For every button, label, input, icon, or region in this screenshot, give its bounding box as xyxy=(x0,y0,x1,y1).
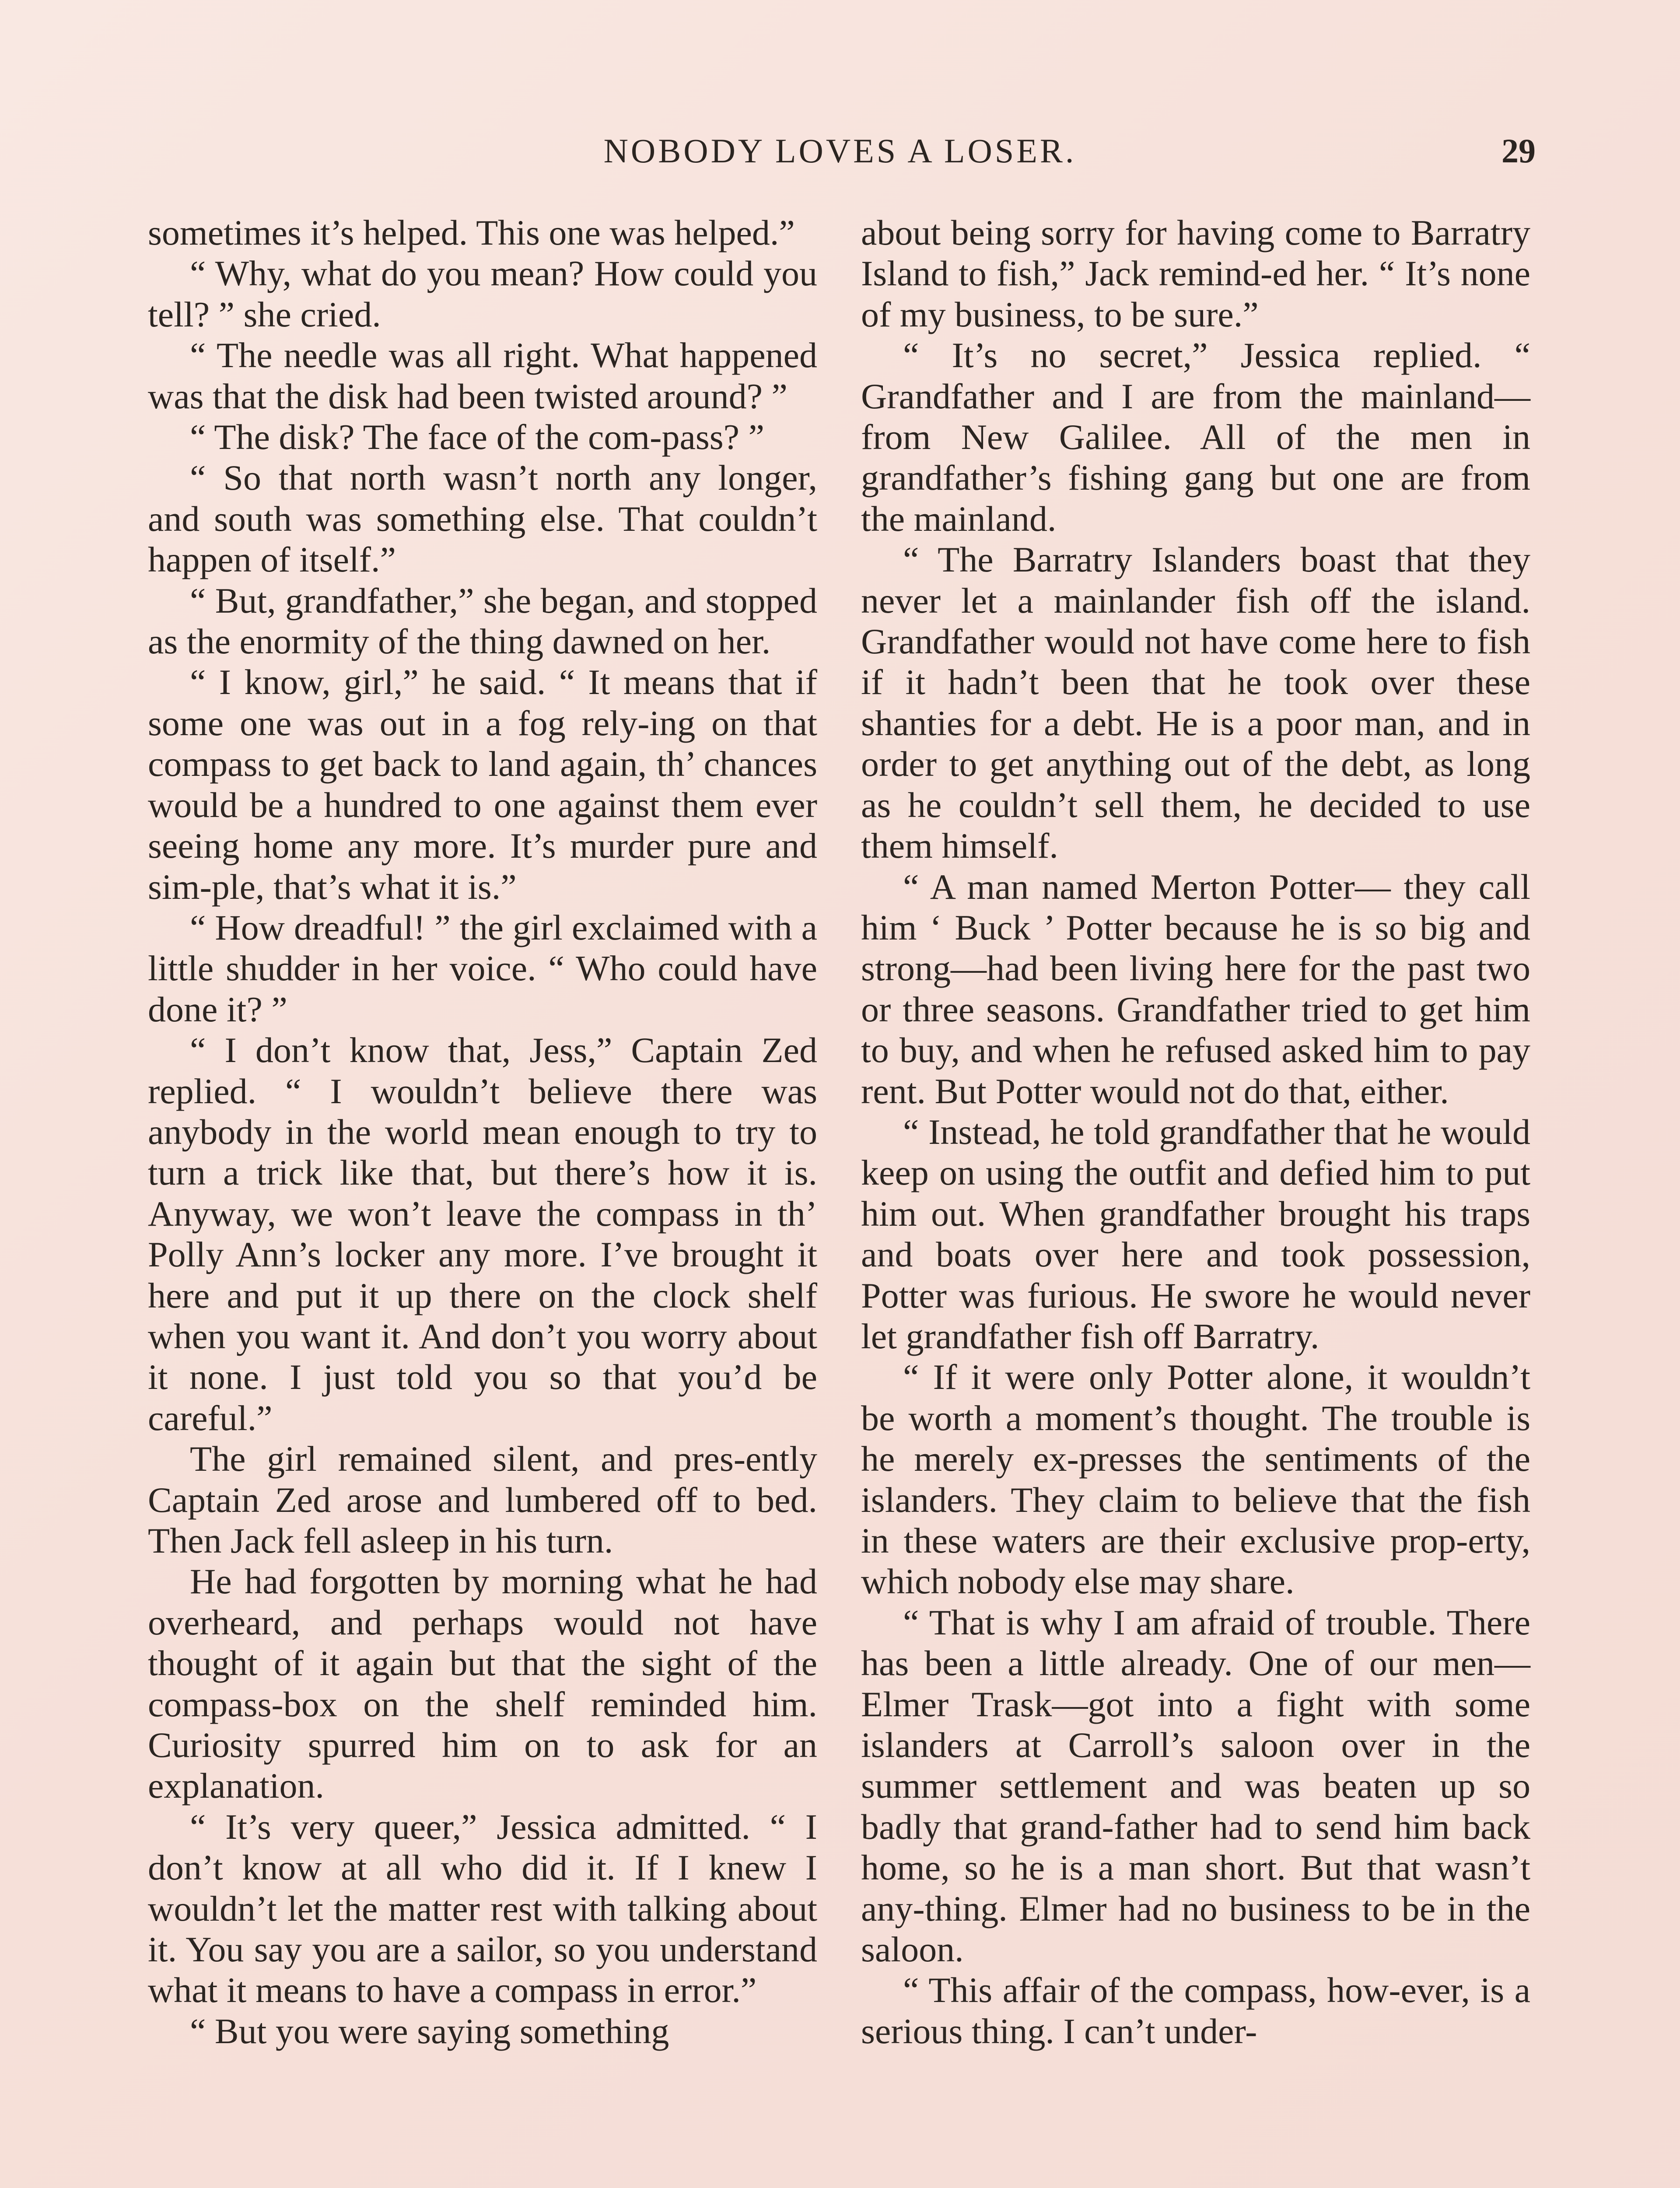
paragraph: “ Why, what do you mean? How could you tell? ” she cried. xyxy=(148,253,817,334)
paragraph: “ It’s no secret,” Jessica replied. “ Grandfather and I are from the mainland—from New Galilee. All of the men in grandfather’s fishing gang but one are from the mainland. xyxy=(861,335,1530,539)
paragraph: “ That is why I am afraid of trouble. There has been a little already. One of our men—Elmer Trask—got into a fight with some islanders at Carroll’s saloon over in the summer settlement and was beaten up so badly that grand-father had to send him back home, so he is a man short. But that wasn’t any-thing. Elmer had no business to be in the saloon. xyxy=(861,1602,1530,1970)
paragraph: “ How dreadful! ” the girl exclaimed with a little shudder in her voice. “ Who could have done it? ” xyxy=(148,907,817,1029)
right-column xyxy=(861,212,1530,2051)
running-title: NOBODY LOVES A LOSER. xyxy=(603,132,1077,170)
paragraph: “ But, grandfather,” she began, and stopped as the enormity of the thing dawned on her. xyxy=(148,580,817,662)
paragraph: “ But you were saying something xyxy=(190,2011,669,2051)
paragraph: about being sorry for having come to Barratry Island to fish,” Jack remind-ed her. “ It’s none of my business, to be sure.” xyxy=(861,213,1530,334)
paragraph: “ A man named Merton Potter— they call him ‘ Buck ’ Potter because he is so big and strong—had been living here for the past two or three seasons. Grandfather tried to get him to buy, and when he refused asked him to pay rent. But Potter would not do that, either. xyxy=(861,866,1530,1111)
paragraph: sometimes it’s helped. This one was helped.” xyxy=(148,213,795,252)
page-number: 29 xyxy=(1502,132,1536,170)
page-header xyxy=(144,131,1536,179)
paragraph: “ The disk? The face of the com-pass? ” xyxy=(190,417,764,457)
paragraph: “ If it were only Potter alone, it wouldn’t be worth a moment’s thought. The trouble is he merely ex-presses the sentiments of the islanders. They claim to believe that the fish in these waters are their exclusive prop-erty, which nobody else may share. xyxy=(861,1357,1530,1602)
paragraph: The girl remained silent, and pres-ently Captain Zed arose and lumbered off to bed. Then Jack fell asleep in his turn. xyxy=(148,1439,817,1560)
paragraph: “ It’s very queer,” Jessica admitted. “ I don’t know at all who did it. If I knew I wouldn’t let the matter rest with talking about it. You say you are a sailor, so you understand what it means to have a compass in error.” xyxy=(148,1806,817,2010)
paragraph: He had forgotten by morning what he had overheard, and perhaps would not have thought of it again but that the sight of the compass-box on the shelf reminded him. Curiosity spurred him on to ask for an explanation. xyxy=(148,1561,817,1806)
paragraph: “ The needle was all right. What happened was that the disk had been twisted around? ” xyxy=(148,335,817,416)
paragraph: “ The Barratry Islanders boast that they never let a mainlander fish off the island. Grandfather would not have come here to fish if it hadn’t been that he took over these shanties for a debt. He is a poor man, and in order to get anything out of the debt, as long as he couldn’t sell them, he decided to use them himself. xyxy=(861,540,1530,866)
left-column xyxy=(148,212,817,2051)
paragraph: “ I don’t know that, Jess,” Captain Zed replied. “ I wouldn’t believe there was anybody in the world mean enough to try to turn a trick like that, but there’s how it is. Anyway, we won’t leave the compass in th’ Polly Ann’s locker any more. I’ve brought it here and put it up there on the clock shelf when you want it. And don’t you worry about it none. I just told you so that you’d be careful.” xyxy=(148,1030,817,1438)
paragraph: “ This affair of the compass, how-ever, is a serious thing. I can’t under- xyxy=(861,1970,1530,2051)
paragraph: “ I know, girl,” he said. “ It means that if some one was out in a fog rely-ing on that compass to get back to land again, th’ chances would be a hundred to one against them ever seeing home any more. It’s murder pure and sim-ple, that’s what it is.” xyxy=(148,662,817,907)
paragraph: “ So that north wasn’t north any longer, and south was something else. That couldn’t happen of itself.” xyxy=(148,458,817,580)
paragraph: “ Instead, he told grandfather that he would keep on using the outfit and defied him to put him out. When grandfather brought his traps and boats over here and took possession, Potter was furious. He swore he would never let grandfather fish off Barratry. xyxy=(861,1112,1530,1356)
